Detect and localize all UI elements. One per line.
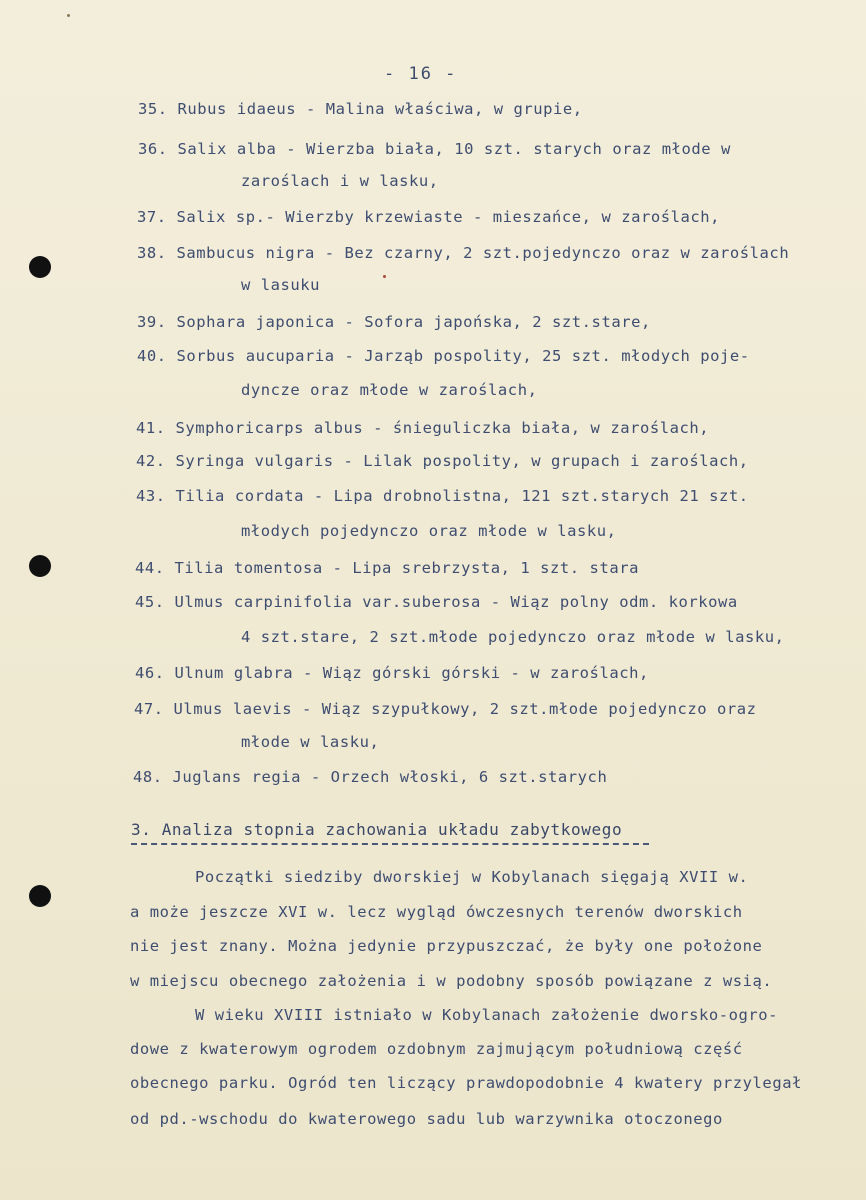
section-heading: 3. Analiza stopnia zachowania układu zabytkowego [131,820,623,839]
punch-hole [29,555,51,577]
species-line-37: 37. Salix sp.- Wierzby krzewiaste - mieszańce, w zaroślach, [137,208,721,226]
heading-underline [131,843,649,845]
species-line-41: 41. Symphoricarps albus - śnieguliczka biała, w zaroślach, [136,419,710,437]
species-line-45: 45. Ulmus carpinifolia var.suberosa - Wiąz polny odm. korkowa [135,593,738,611]
species-line-47: 47. Ulmus laevis - Wiąz szypułkowy, 2 szt.młode pojedynczo oraz [134,700,757,718]
paper-speck [383,275,386,278]
species-line-36: 36. Salix alba - Wierzba biała, 10 szt. starych oraz młode w [138,140,731,158]
species-line-36-cont: zaroślach i w lasku, [241,172,439,190]
species-line-38-cont: w lasuku [241,276,321,294]
species-line-40-cont: dyncze oraz młode w zaroślach, [241,381,538,399]
punch-hole [29,256,51,278]
paragraph-line: od pd.-wschodu do kwaterowego sadu lub warzywnika otoczonego [130,1110,723,1128]
species-line-42: 42. Syringa vulgaris - Lilak pospolity, w grupach i zaroślach, [136,452,749,470]
paragraph-line: dowe z kwaterowym ogrodem ozdobnym zajmującym południową część [130,1040,743,1058]
species-line-44: 44. Tilia tomentosa - Lipa srebrzysta, 1 szt. stara [135,559,639,577]
species-line-43-cont: młodych pojedynczo oraz młode w lasku, [241,522,617,540]
page-number: - 16 - [384,64,458,84]
species-line-39: 39. Sophara japonica - Sofora japońska, 2 szt.stare, [137,313,651,331]
paragraph-line: W wieku XVIII istniało w Kobylanach założenie dworsko-ogro- [195,1006,779,1024]
paragraph-line: a może jeszcze XVI w. lecz wygląd ówczesnych terenów dworskich [130,903,743,921]
paragraph-line: w miejscu obecnego założenia i w podobny sposób powiązane z wsią. [130,972,773,990]
species-line-40: 40. Sorbus aucuparia - Jarząb pospolity, 25 szt. młodych poje- [137,347,750,365]
species-line-46: 46. Ulnum glabra - Wiąz górski górski - w zaroślach, [135,664,649,682]
species-line-35: 35. Rubus idaeus - Malina właściwa, w grupie, [138,100,583,118]
species-line-47-cont: młode w lasku, [241,733,380,751]
species-line-48: 48. Juglans regia - Orzech włoski, 6 szt.starych [133,768,608,786]
species-line-43: 43. Tilia cordata - Lipa drobnolistna, 121 szt.starych 21 szt. [136,487,749,505]
paragraph-line: obecnego parku. Ogród ten liczący prawdopodobnie 4 kwatery przylegał [130,1074,802,1092]
punch-hole [29,885,51,907]
species-line-45-cont: 4 szt.stare, 2 szt.młode pojedynczo oraz młode w lasku, [241,628,785,646]
paragraph-line: nie jest znany. Można jedynie przypuszczać, że były one położone [130,937,763,955]
paragraph-line: Początki siedziby dworskiej w Kobylanach sięgają XVII w. [195,868,749,886]
paper-speck [67,14,70,17]
species-line-38: 38. Sambucus nigra - Bez czarny, 2 szt.pojedynczo oraz w zaroślach [137,244,790,262]
